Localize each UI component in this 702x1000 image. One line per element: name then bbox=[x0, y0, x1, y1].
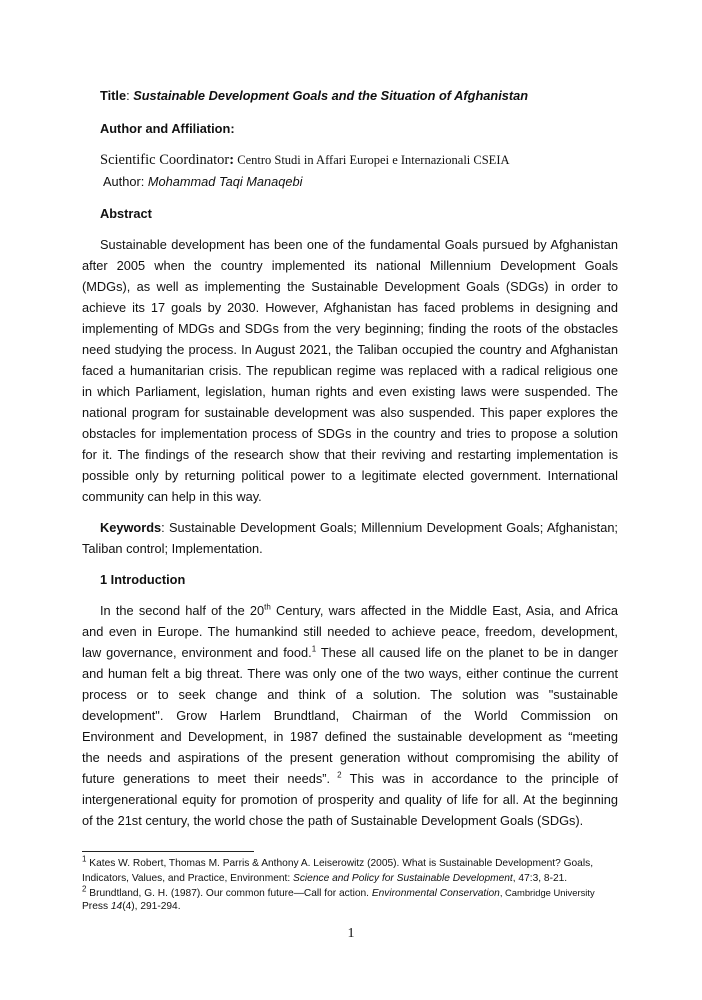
intro-line: and even in Europe. The humankind still needed to achieve peace, freedom, development, bbox=[82, 624, 618, 639]
title-label: Title bbox=[100, 88, 127, 103]
abstract-heading: Abstract bbox=[100, 206, 152, 221]
footnote-2-continued: Press 14(4), 291-294. bbox=[82, 901, 181, 912]
scientific-coordinator: Scientific Coordinator: Centro Studi in Affari Europei e Internazionali CSEIA bbox=[100, 152, 510, 168]
footnote-2: $^2$ Brundtland, G. H. (1987). Our common future—Call for action. Environmental Conservation, Cambridge University bbox=[82, 884, 595, 899]
intro-line: and human felt a big threat. There was only one of the two ways, either continue the current bbox=[82, 666, 618, 681]
abstract-line: for it. The findings of the research show that their reviving and restarting implementation is bbox=[82, 447, 618, 462]
page-number: 1 bbox=[347, 926, 355, 941]
author-name: Mohammad Taqi Manaqebi bbox=[147, 174, 303, 189]
abstract-line: national program for sustainable development was also suspended. This paper explores the bbox=[82, 405, 618, 420]
abstract-line: Sustainable development has been one of the fundamental Goals pursued by Afghanistan bbox=[100, 237, 618, 252]
keywords-label: Keywords bbox=[100, 520, 162, 535]
coordinator-value: Centro Studi in Affari Europei e Internazionali CSEIA bbox=[234, 153, 510, 167]
intro-line: In the second half of the 20th Century, wars affected in the Middle East, Asia, and Africa bbox=[100, 602, 619, 618]
abstract-line: in which Parliament, legislation, human rights and even existing laws were suspended. The bbox=[82, 384, 618, 399]
footnote-ref-1[interactable]: 1 bbox=[311, 644, 317, 654]
abstract-line: (MDGs), as well as implementing the Sustainable Development Goals (SDGs) in order to bbox=[82, 279, 618, 294]
intro-line: process or to seek change and think of a solution. The solution was "sustainable bbox=[82, 687, 618, 702]
intro-line: of the 21st century, the world chose the path of Sustainable Development Goals (SDGs). bbox=[82, 813, 584, 828]
footnote-divider bbox=[82, 851, 254, 852]
keywords-text-continued: Taliban control; Implementation. bbox=[82, 541, 263, 556]
abstract-line: after 2005 when the country implemented its national Millennium Development Goals bbox=[82, 258, 618, 273]
footnote-1-continued: Indicators, Values, and Practice, Environment: Science and Policy for Sustainable Development, 47:3, 8-21. bbox=[82, 873, 568, 884]
section-heading-introduction: 1 Introduction bbox=[100, 572, 186, 587]
abstract-line: obstacles for implementation process of SDGs in the country and tries to propose a solution bbox=[82, 426, 618, 441]
intro-line: development". Grow Harlem Brundtland, Chairman of the World Commission on bbox=[82, 708, 618, 723]
author-affiliation-heading: Author and Affiliation: bbox=[100, 121, 235, 136]
paper-title: Title: Sustainable Development Goals and the Situation of Afghanistan bbox=[100, 88, 529, 103]
abstract-line: need studying the process. In August 2021, the Taliban occupied the country and Afghanistan bbox=[82, 342, 618, 357]
intro-line: the needs and aspirations of the present generation without compromising the ability of bbox=[82, 750, 618, 765]
footnote-ref-2[interactable]: 2 bbox=[330, 770, 342, 780]
abstract-line: achieve its 17 goals by 2030. However, Afghanistan has faced problems in designing and bbox=[82, 300, 618, 315]
author-line bbox=[103, 171, 639, 192]
abstract-line: possible only by returning political power to a legitimate elected government. International bbox=[82, 468, 618, 483]
coordinator-label: Scientific Coordinator bbox=[100, 152, 230, 168]
footnote-1: $^1$ Kates W. Robert, Thomas M. Parris & Anthony A. Leiserowitz (2005). What is Sustainable Development? Goals, bbox=[82, 854, 594, 869]
title-text: Sustainable Development Goals and the Situation of Afghanistan bbox=[133, 88, 529, 103]
intro-line: law governance, environment and food.$^1$ These all caused life on the planet to be in danger bbox=[82, 644, 618, 660]
intro-line: Environment and Development, in 1987 defined the sustainable development as “meeting bbox=[82, 729, 618, 744]
intro-line: intergenerational equity for promotion of prosperity and quality of life for all. At the beginning bbox=[82, 792, 618, 807]
intro-line: future generations to meet their needs”. $^2$ This was in accordance to the principle of bbox=[82, 770, 619, 786]
abstract-line: faced a humanitarian crisis. The republican regime was replaced with a radical religious one bbox=[82, 363, 618, 378]
abstract-line: implementing of MDGs and SDGs from the very beginning; finding the roots of the obstacles bbox=[82, 321, 618, 336]
abstract-line: community can help in this way. bbox=[82, 489, 262, 504]
keywords-text: : Sustainable Development Goals; Millennium Development Goals; Afghanistan; bbox=[161, 520, 618, 535]
author-label: Author: bbox=[103, 174, 148, 189]
